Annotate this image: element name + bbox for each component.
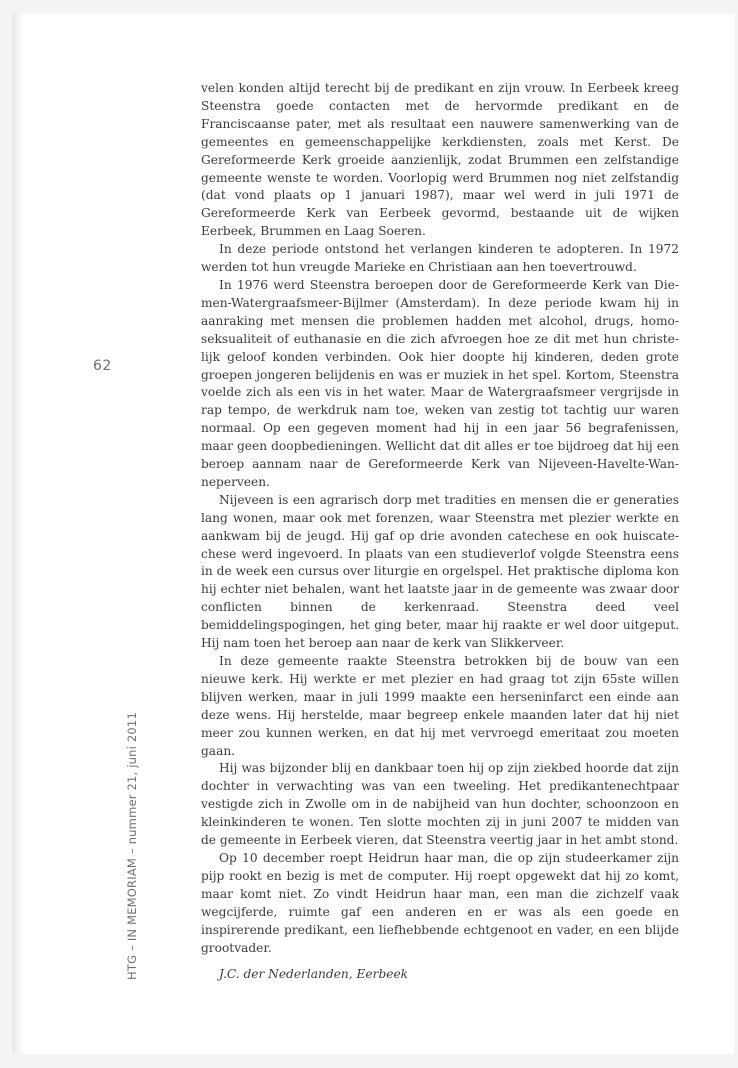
paragraph: Nijeveen is een agrarisch dorp met tradities en mensen die er generaties lang wonen, maar ook met forenzen, waar Steenstra met plezier werkte en aankwam bij de jeugd. Hij gaf op drie avonden catechese en ook huiscatechese werd ingevoerd. In plaats van een studieverlof volgde Steenstra eens in de week een cursus over liturgie en orgelspel. Het praktische diploma kon hij echter niet behalen, want het laatste jaar in de gemeente was zwaar door conflicten binnen de kerkenraad. Steenstra deed veel bemiddelingspogingen, het ging beter, maar hij raakte er wel door uitgeput. Hij nam toen het beroep aan naar de kerk van Slikkerveer. bbox=[201, 492, 679, 651]
running-head: HTG – IN MEMORIAM – nummer 21, juni 2011 bbox=[125, 712, 139, 980]
author-signature: J.C. der Nederlanden, Eerbeek bbox=[219, 967, 409, 981]
paragraph: velen konden altijd terecht bij de predikant en zijn vrouw. In Eerbeek kreeg Steenstra goede contacten met de hervormde predikant en de Franciscaanse pater, met als resultaat een nauwere samenwerking van de gemeentes en gemeenschappelijke kerkdiensten, zoals met Kerst. De Gereformeerde Kerk groeide aanzienlijk, zodat Brummen een zelfstandige gemeente wenste te worden. Voorlopig werd Brummen nog niet zelfstandig (dat vond plaats op 1 januari 1987), maar wel werd in juli 1971 de Gereformeerde Kerk van Eerbeek gevormd, bestaande uit de wijken Eerbeek, Brummen en Laag Soeren. bbox=[201, 81, 679, 239]
paragraph: Hij was bijzonder blij en dankbaar toen hij op zijn ziekbed hoorde dat zijn dochter in verwachting was van een tweeling. Het predikantenechtpaar vestigde zich in Zwolle om in de nabijheid van hun dochter, schoonzoon en kleinkinderen te wonen. Ten slotte mochten zij in juni 2007 te midden van de gemeente in Eerbeek vieren, dat Steenstra veertig jaar in het ambt stond. bbox=[201, 761, 679, 848]
page-gutter-shadow bbox=[12, 14, 24, 1054]
paragraph: In deze gemeente raakte Steenstra betrokken bij de bouw van een nieuwe kerk. Hij werkte er met plezier en had graag tot zijn 65ste willen blijven werken, maar in juli 1999 maakte een herseninfarct een einde aan deze wens. Hij herstelde, maar begreep enkele maanden later dat hij niet meer zou kunnen werken, en dat hij met vervroegd emeritaat zou moeten gaan. bbox=[201, 654, 679, 758]
page-number: 62 bbox=[93, 358, 112, 374]
paragraph: In deze periode ontstond het verlangen kinderen te adopteren. In 1972 werden tot hun vreugde Marieke en Christiaan aan hen toevertrouwd. bbox=[201, 242, 679, 275]
article-body bbox=[201, 80, 679, 957]
paragraph: Op 10 december roept Heidrun haar man, die op zijn studeerkamer zijn pijp rookt en bezig is met de computer. Hij roept opgewekt dat hij zo komt, maar komt niet. Zo vindt Heidrun haar man, een man die zichzelf vaak wegcijferde, ruimte gaf een anderen en er was als een goede en inspirerende predikant, een liefhebbende echtgenoot en vader, en een blijde grootvader. bbox=[201, 850, 679, 955]
paragraph: In 1976 werd Steenstra beroepen door de Gereformeerde Kerk van Diemen-Watergraafsmeer-Bijlmer (Amsterdam). In deze periode kwam hij in aanraking met mensen die problemen hadden met alcohol, drugs, homoseksualiteit of euthanasie en die zich afvroegen hoe ze dit met hun christelijk geloof konden verbinden. Ook hier doopte hij kinderen, deden grote groepen jongeren belijdenis en was er muziek in het spel. Kortom, Steenstra voelde zich als een vis in het water. Maar de Watergraafsmeer vergrijsde in rap tempo, de werkdruk nam toe, weken van zestig tot tachtig uur waren normaal. Op een gegeven moment had hij in een jaar 56 begrafenissen, maar geen doopbedieningen. Wellicht dat dit alles er toe bijdroeg dat hij een beroep aannam naar de Gereformeerde Kerk van Nijeveen-Havelte-Wanneperveen. bbox=[201, 277, 679, 489]
